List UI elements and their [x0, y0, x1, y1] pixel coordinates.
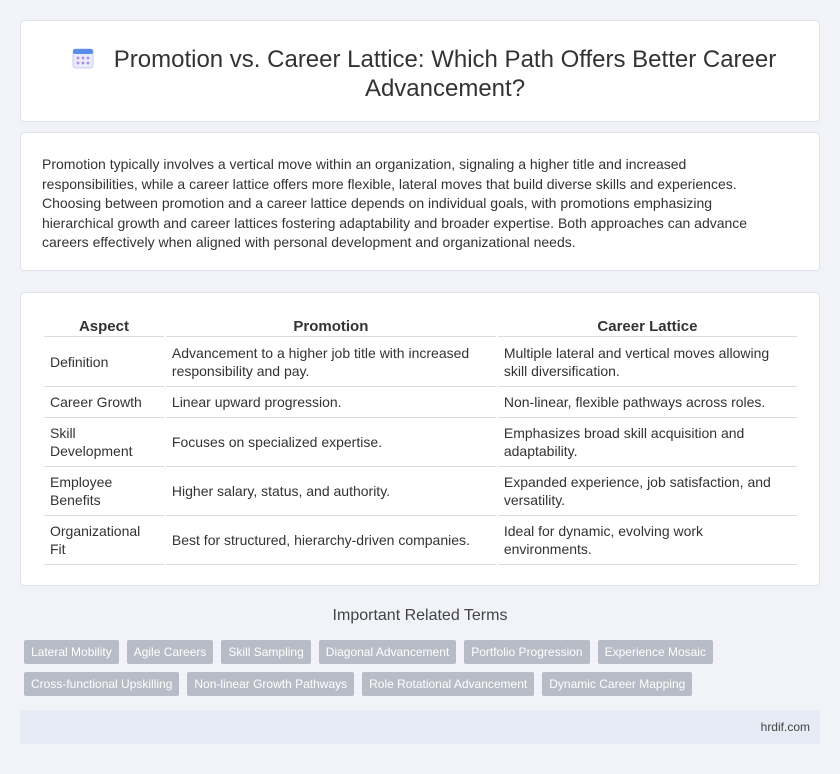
- intro-card: [20, 132, 820, 271]
- row-career-lattice: Multiple lateral and vertical moves allowing skill diversification.: [498, 337, 797, 387]
- table-row: [44, 467, 797, 516]
- tag-non-linear-growth-pathways[interactable]: Non-linear Growth Pathways: [187, 672, 354, 696]
- row-aspect: Definition: [44, 337, 164, 387]
- tag-experience-mosaic[interactable]: Experience Mosaic: [598, 640, 713, 664]
- footer: [20, 710, 820, 744]
- row-aspect: Skill Development: [44, 418, 164, 467]
- table-header-row: [44, 315, 797, 337]
- row-career-lattice: Expanded experience, job satisfaction, and versatility.: [498, 467, 797, 516]
- related-terms-title: Important Related Terms: [332, 607, 508, 624]
- table-row: [44, 387, 797, 418]
- footer-site-link[interactable]: hrdif.com: [760, 720, 810, 734]
- page-title: Promotion vs. Career Lattice: Which Path Offers Better Career Advancement?: [113, 46, 777, 102]
- row-career-lattice: Emphasizes broad skill acquisition and adaptability.: [498, 418, 797, 467]
- tag-row-1: [24, 640, 824, 664]
- header-aspect: Aspect: [44, 315, 164, 337]
- tag-agile-careers[interactable]: Agile Careers: [127, 640, 214, 664]
- header-promotion: Promotion: [166, 315, 496, 337]
- table-row: [44, 516, 797, 565]
- tag-portfolio-progression[interactable]: Portfolio Progression: [464, 640, 589, 664]
- tag-dynamic-career-mapping[interactable]: Dynamic Career Mapping: [542, 672, 692, 696]
- row-promotion: Best for structured, hierarchy-driven companies.: [166, 516, 496, 565]
- tag-skill-sampling[interactable]: Skill Sampling: [221, 640, 310, 664]
- row-promotion: Advancement to a higher job title with increased responsibility and pay.: [166, 337, 496, 387]
- tag-row-2: [24, 672, 824, 696]
- row-aspect: Employee Benefits: [44, 467, 164, 516]
- row-career-lattice: Non-linear, flexible pathways across roles.: [498, 387, 797, 418]
- row-promotion: Higher salary, status, and authority.: [166, 467, 496, 516]
- tag-diagonal-advancement[interactable]: Diagonal Advancement: [319, 640, 456, 664]
- row-career-lattice: Ideal for dynamic, evolving work environments.: [498, 516, 797, 565]
- table-row: [44, 418, 797, 467]
- related-terms-tags: [24, 640, 824, 704]
- row-promotion: Focuses on specialized expertise.: [166, 418, 496, 467]
- table-row: [44, 337, 797, 387]
- tag-cross-functional-upskilling[interactable]: Cross-functional Upskilling: [24, 672, 179, 696]
- title-card: [20, 20, 820, 122]
- row-aspect: Organizational Fit: [44, 516, 164, 565]
- intro-paragraph: Promotion typically involves a vertical move within an organization, signaling a higher title and increased responsibilities, while a career lattice offers more flexible, lateral moves that build diverse skills and experiences. Choosing between promotion and a career lattice depends on individual goals, with promotions emphasizing hierarchical growth and career lattices fostering adaptability and broader expertise. Both approaches can advance careers effectively when aligned with personal development and organizational needs.: [42, 156, 748, 251]
- tag-role-rotational-advancement[interactable]: Role Rotational Advancement: [362, 672, 534, 696]
- row-promotion: Linear upward progression.: [166, 387, 496, 418]
- row-aspect: Career Growth: [44, 387, 164, 418]
- comparison-table: [42, 315, 799, 565]
- comparison-card: [20, 292, 820, 586]
- tag-lateral-mobility[interactable]: Lateral Mobility: [24, 640, 119, 664]
- header-career-lattice: Career Lattice: [498, 315, 797, 337]
